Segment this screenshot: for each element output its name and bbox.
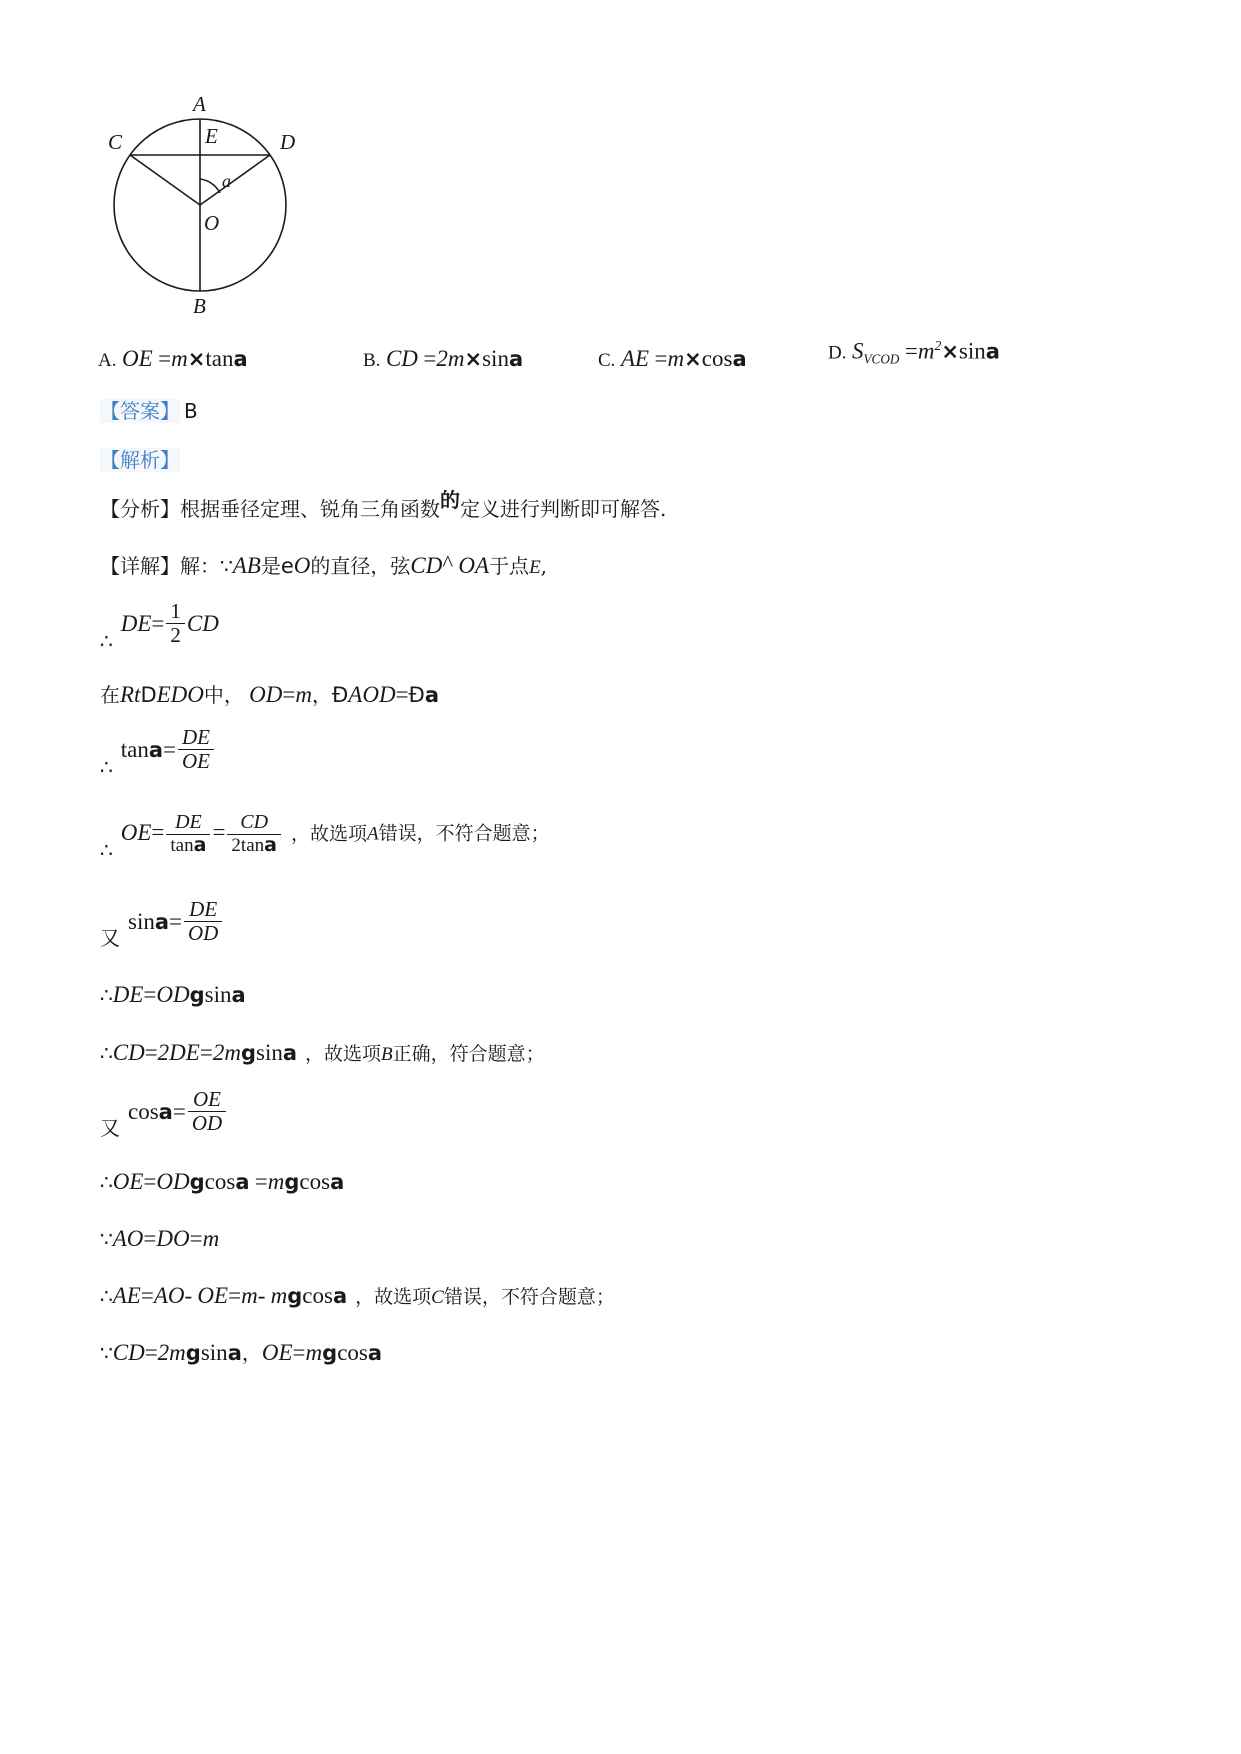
oe-cos-od: OD [156,1169,190,1194]
de-rhs: CD [186,610,219,636]
solution-shi: 是 [260,554,281,578]
sin-function: sin [128,908,155,934]
option-c-argument: a [732,347,747,371]
de-equals: = [151,610,165,636]
option-d-argument: a [985,339,1000,364]
figure-label-b: B [193,294,206,315]
one-half-fraction [166,600,185,646]
oe-den-1-fn: tan [170,834,194,856]
cd-2de-tail-cn-1: ，故选项 [305,1043,382,1065]
tan-argument: a [148,737,164,762]
oe-cos-equals-1: = [143,1169,157,1194]
oe-cos-argument-2: a [330,1170,345,1194]
de-od-lhs: DE [112,982,144,1007]
line-oe-od-cos [100,1165,1181,1200]
solution-xian: 弦 [390,554,411,578]
cd-2de-two-de: 2DE [157,1040,200,1065]
final-argument-1: a [227,1341,242,1365]
de-od-dot: g [189,983,205,1007]
ae-tail-letter: C [431,1287,444,1308]
figure-label-a: A [193,92,206,116]
oe-lhs: OE [120,819,152,845]
option-b-equals: = [423,346,437,371]
answer-options-row [98,338,1098,384]
option-a-function: tan [205,346,234,371]
option-d-subscript: VCOD [863,351,900,367]
angle-aod: AOD [348,682,396,707]
option-c[interactable] [598,346,747,372]
option-d-times: × [941,339,959,364]
tan-equals: = [163,736,176,762]
ao-equals-2: = [189,1226,203,1251]
cos-denominator: OD [191,1110,223,1135]
zhong-text: 中， [203,683,244,707]
because-symbol-1: ∵ [220,554,233,578]
tan-fraction [178,726,214,772]
cd-2de-dot: g [240,1041,256,1065]
zai-text: 在 [100,683,120,707]
de-od-function: sin [204,982,232,1007]
because-symbol-2: ∵ [100,1227,113,1251]
option-c-coefficient: m [667,346,685,371]
line-tan-definition [100,726,1181,782]
oe-cos-function-1: cos [204,1169,236,1194]
radius-oc-line [130,155,200,205]
therefore-symbol-5: ∴ [100,1041,113,1065]
cos-numerator: OE [188,1088,226,1112]
tan-numerator: DE [178,726,214,750]
option-d-equals: = [904,338,918,364]
solution-jie: 解： [180,554,220,578]
final-argument-2: a [367,1341,383,1365]
ae-ao: AO [153,1283,185,1308]
cd-2de-equals-1: = [144,1040,158,1065]
cd-2de-argument: a [282,1041,298,1065]
segment-oa: OA [458,553,490,578]
oe-tail-cn-1: ，故选项 [290,822,367,845]
figure-label-c: C [108,130,123,154]
oe-cos-dot-1: g [189,1170,205,1194]
oe-fraction-2 [227,812,281,856]
ao-value-m: m [202,1226,220,1251]
tan-denominator: OE [182,748,210,773]
oe-equals-2: = [212,819,226,845]
rt-text: Rt [120,682,141,707]
figure-label-d: D [280,130,296,154]
oe-cos-dot-2: g [284,1170,300,1194]
oe-fraction-1-denominator [166,835,210,857]
line-sin-definition [100,898,1181,953]
final-dot-1: g [185,1341,201,1365]
cd-2de-two-m: 2m [212,1040,241,1065]
cos-equals: = [172,1098,186,1124]
option-b-coefficient: 2m [436,346,465,371]
cd-2de-tail-cn-2: 正确，符合题意； [392,1043,545,1065]
ae-m-2: m [270,1283,288,1308]
fraction-denominator: 2 [170,622,181,647]
option-a-equals: = [158,346,172,371]
option-b-lhs: CD [385,346,418,371]
ae-oe: OE [197,1283,229,1308]
therefore-symbol-3: ∴ [100,837,113,862]
option-c-letter: C. [598,350,616,371]
line-right-triangle [100,678,1181,713]
cd-2de-equals-2: = [199,1040,213,1065]
figure-svg [100,75,330,315]
cd-2de-tail-letter: B [381,1044,393,1065]
ae-function: cos [302,1283,333,1308]
option-c-equals: = [654,346,668,371]
option-b-function: sin [482,346,509,371]
option-d[interactable] [828,338,1000,368]
line-ao-do-m [100,1222,1181,1257]
option-d-coefficient: m [917,338,935,364]
answer-row [100,396,1181,428]
option-a[interactable] [98,346,248,372]
do-label: DO [156,1226,190,1251]
therefore-symbol-7: ∴ [100,1284,113,1308]
radius-od-line [200,155,270,205]
analysis-text-after: 定义进行判断即可解答. [460,497,667,521]
therefore-symbol-1: ∴ [100,628,113,653]
angle-alpha-value: a [424,683,439,707]
option-a-coefficient: m [171,346,188,371]
therefore-symbol-4: ∴ [100,983,113,1007]
final-m: m [305,1340,323,1365]
analysis-text-before: 根据垂径定理、锐角三角函数 [180,497,440,521]
oe-fraction-2-denominator [227,835,281,857]
final-dot-2: g [322,1341,338,1365]
ae-equals-1: = [140,1283,154,1308]
oe-cos-m: m [267,1169,285,1194]
od-equals: = [282,682,296,707]
ae-dot: g [287,1284,303,1308]
de-od-equals: = [143,982,157,1007]
de-od-argument: a [231,983,246,1007]
oe-tail-letter: A [366,823,379,845]
angle-arc [200,179,220,193]
triangle-symbol: D [140,683,157,707]
odot-symbol: e [280,554,294,578]
you-text-2: 又 [100,1115,120,1140]
chord-cd-text: CD [410,553,443,578]
option-c-function: cos [701,346,733,371]
therefore-symbol-2: ∴ [100,754,113,779]
cos-fraction [188,1088,226,1134]
option-a-times: × [187,347,206,371]
ao-equals-1: = [143,1226,157,1251]
answer-value: B [184,399,198,423]
sin-numerator: DE [184,898,222,922]
analysis-raised-char: 的 [440,488,460,512]
option-a-letter: A. [98,350,117,371]
final-cd-equals: = [144,1340,158,1365]
final-two-m: 2m [157,1340,186,1365]
final-oe: OE [261,1340,293,1365]
oe-cos-lhs: OE [112,1169,144,1194]
line-cos-definition [100,1088,1181,1143]
line-ae-value [100,1279,1181,1314]
angle-symbol-2: Ð [408,683,425,707]
point-e: E [529,557,541,578]
oe-equals-1: = [151,819,165,845]
analysis-row [100,488,1181,526]
oe-cos-argument-1: a [235,1170,250,1194]
oe-den-2-fn: tan [240,834,265,856]
angle-equals: = [395,682,409,707]
option-a-lhs: OE [121,346,153,371]
line-oe-value [100,812,1181,865]
ao-label: AO [112,1226,144,1251]
final-oe-equals: = [292,1340,306,1365]
figure-label-o: O [204,211,220,235]
ae-tail-cn-2: 错误，不符合题意； [443,1286,615,1308]
oe-cos-function-2: cos [299,1169,331,1194]
sin-argument: a [154,909,170,934]
cos-argument: a [158,1099,173,1124]
de-od-od: OD [156,982,190,1007]
figure-label-angle-alpha: a [222,171,231,191]
oe-fraction-1 [166,812,210,856]
angle-symbol-1: Ð [332,683,349,707]
line-de-half-cd [100,600,1181,656]
option-d-lhs: S [851,338,864,364]
option-b-times: × [464,347,483,371]
ae-minus-2: - [257,1283,266,1308]
final-function-2: cos [337,1340,368,1365]
sin-equals: = [169,908,182,934]
option-b-letter: B. [363,350,381,371]
line-cd-oe-final [100,1336,1181,1371]
oe-den-1-arg: a [193,833,207,856]
line-de-od-sin [100,978,1181,1013]
oe-tail-cn-2: 错误，不符合题意； [378,822,550,845]
cd-2de-lhs: CD [112,1040,145,1065]
solution-comma: , [540,554,548,578]
because-symbol-3: ∵ [100,1341,113,1365]
explanation-label: 【解析】 [100,448,180,472]
analysis-label: 【分析】 [100,497,180,521]
option-a-argument: a [233,347,248,371]
oe-den-2-arg: a [264,833,277,856]
fraction-numerator: 1 [166,600,185,624]
oe-fraction-2-numerator: CD [227,812,281,835]
tan-function: tan [120,736,149,762]
sin-denominator: OD [188,920,219,945]
figure-label-e: E [205,124,218,148]
option-d-letter: D. [828,342,847,364]
cos-function: cos [128,1098,159,1124]
answer-label: 【答案】 [100,399,180,423]
explanation-header-row [100,445,1181,477]
segment-ab: AB [232,553,261,578]
final-cd: CD [112,1340,145,1365]
cd-2de-function: sin [256,1040,283,1065]
circle-center-o: O [293,553,311,578]
option-c-lhs: AE [620,346,650,371]
solution-first-line [100,547,1181,584]
ae-equals-2: = [228,1283,242,1308]
triangle-edo: EDO [156,682,204,707]
option-d-function: sin [958,338,986,364]
od-label: OD [249,682,283,707]
rt-comma: ， [312,683,332,707]
line-cd-2de [100,1036,1181,1071]
option-b[interactable] [363,346,523,372]
ae-argument: a [332,1284,348,1308]
oe-den-2-pre: 2 [231,834,241,856]
de-lhs: DE [120,610,152,636]
solution-label: 【详解】 [100,554,180,578]
option-d-exponent: 2 [934,338,942,353]
ae-tail-cn-1: ，故选项 [355,1286,432,1308]
final-function-1: sin [200,1340,228,1365]
option-b-argument: a [508,347,524,371]
oe-cos-equals-2: = [254,1169,268,1194]
sin-fraction [184,898,222,944]
ae-lhs: AE [112,1283,141,1308]
option-c-times: × [684,347,702,371]
ae-m-1: m [241,1283,258,1308]
solution-de-zhijing: 的直径， [310,554,391,578]
you-text-1: 又 [100,925,120,950]
circle-geometry-figure [100,75,330,315]
od-value-m: m [295,682,312,707]
solution-yu-dian: 于点 [489,554,530,578]
oe-fraction-1-numerator: DE [166,812,210,835]
perpendicular-symbol: ^ [442,551,454,576]
final-comma: ， [241,1341,262,1365]
therefore-symbol-6: ∴ [100,1170,113,1194]
ae-minus-1: - [184,1283,193,1308]
